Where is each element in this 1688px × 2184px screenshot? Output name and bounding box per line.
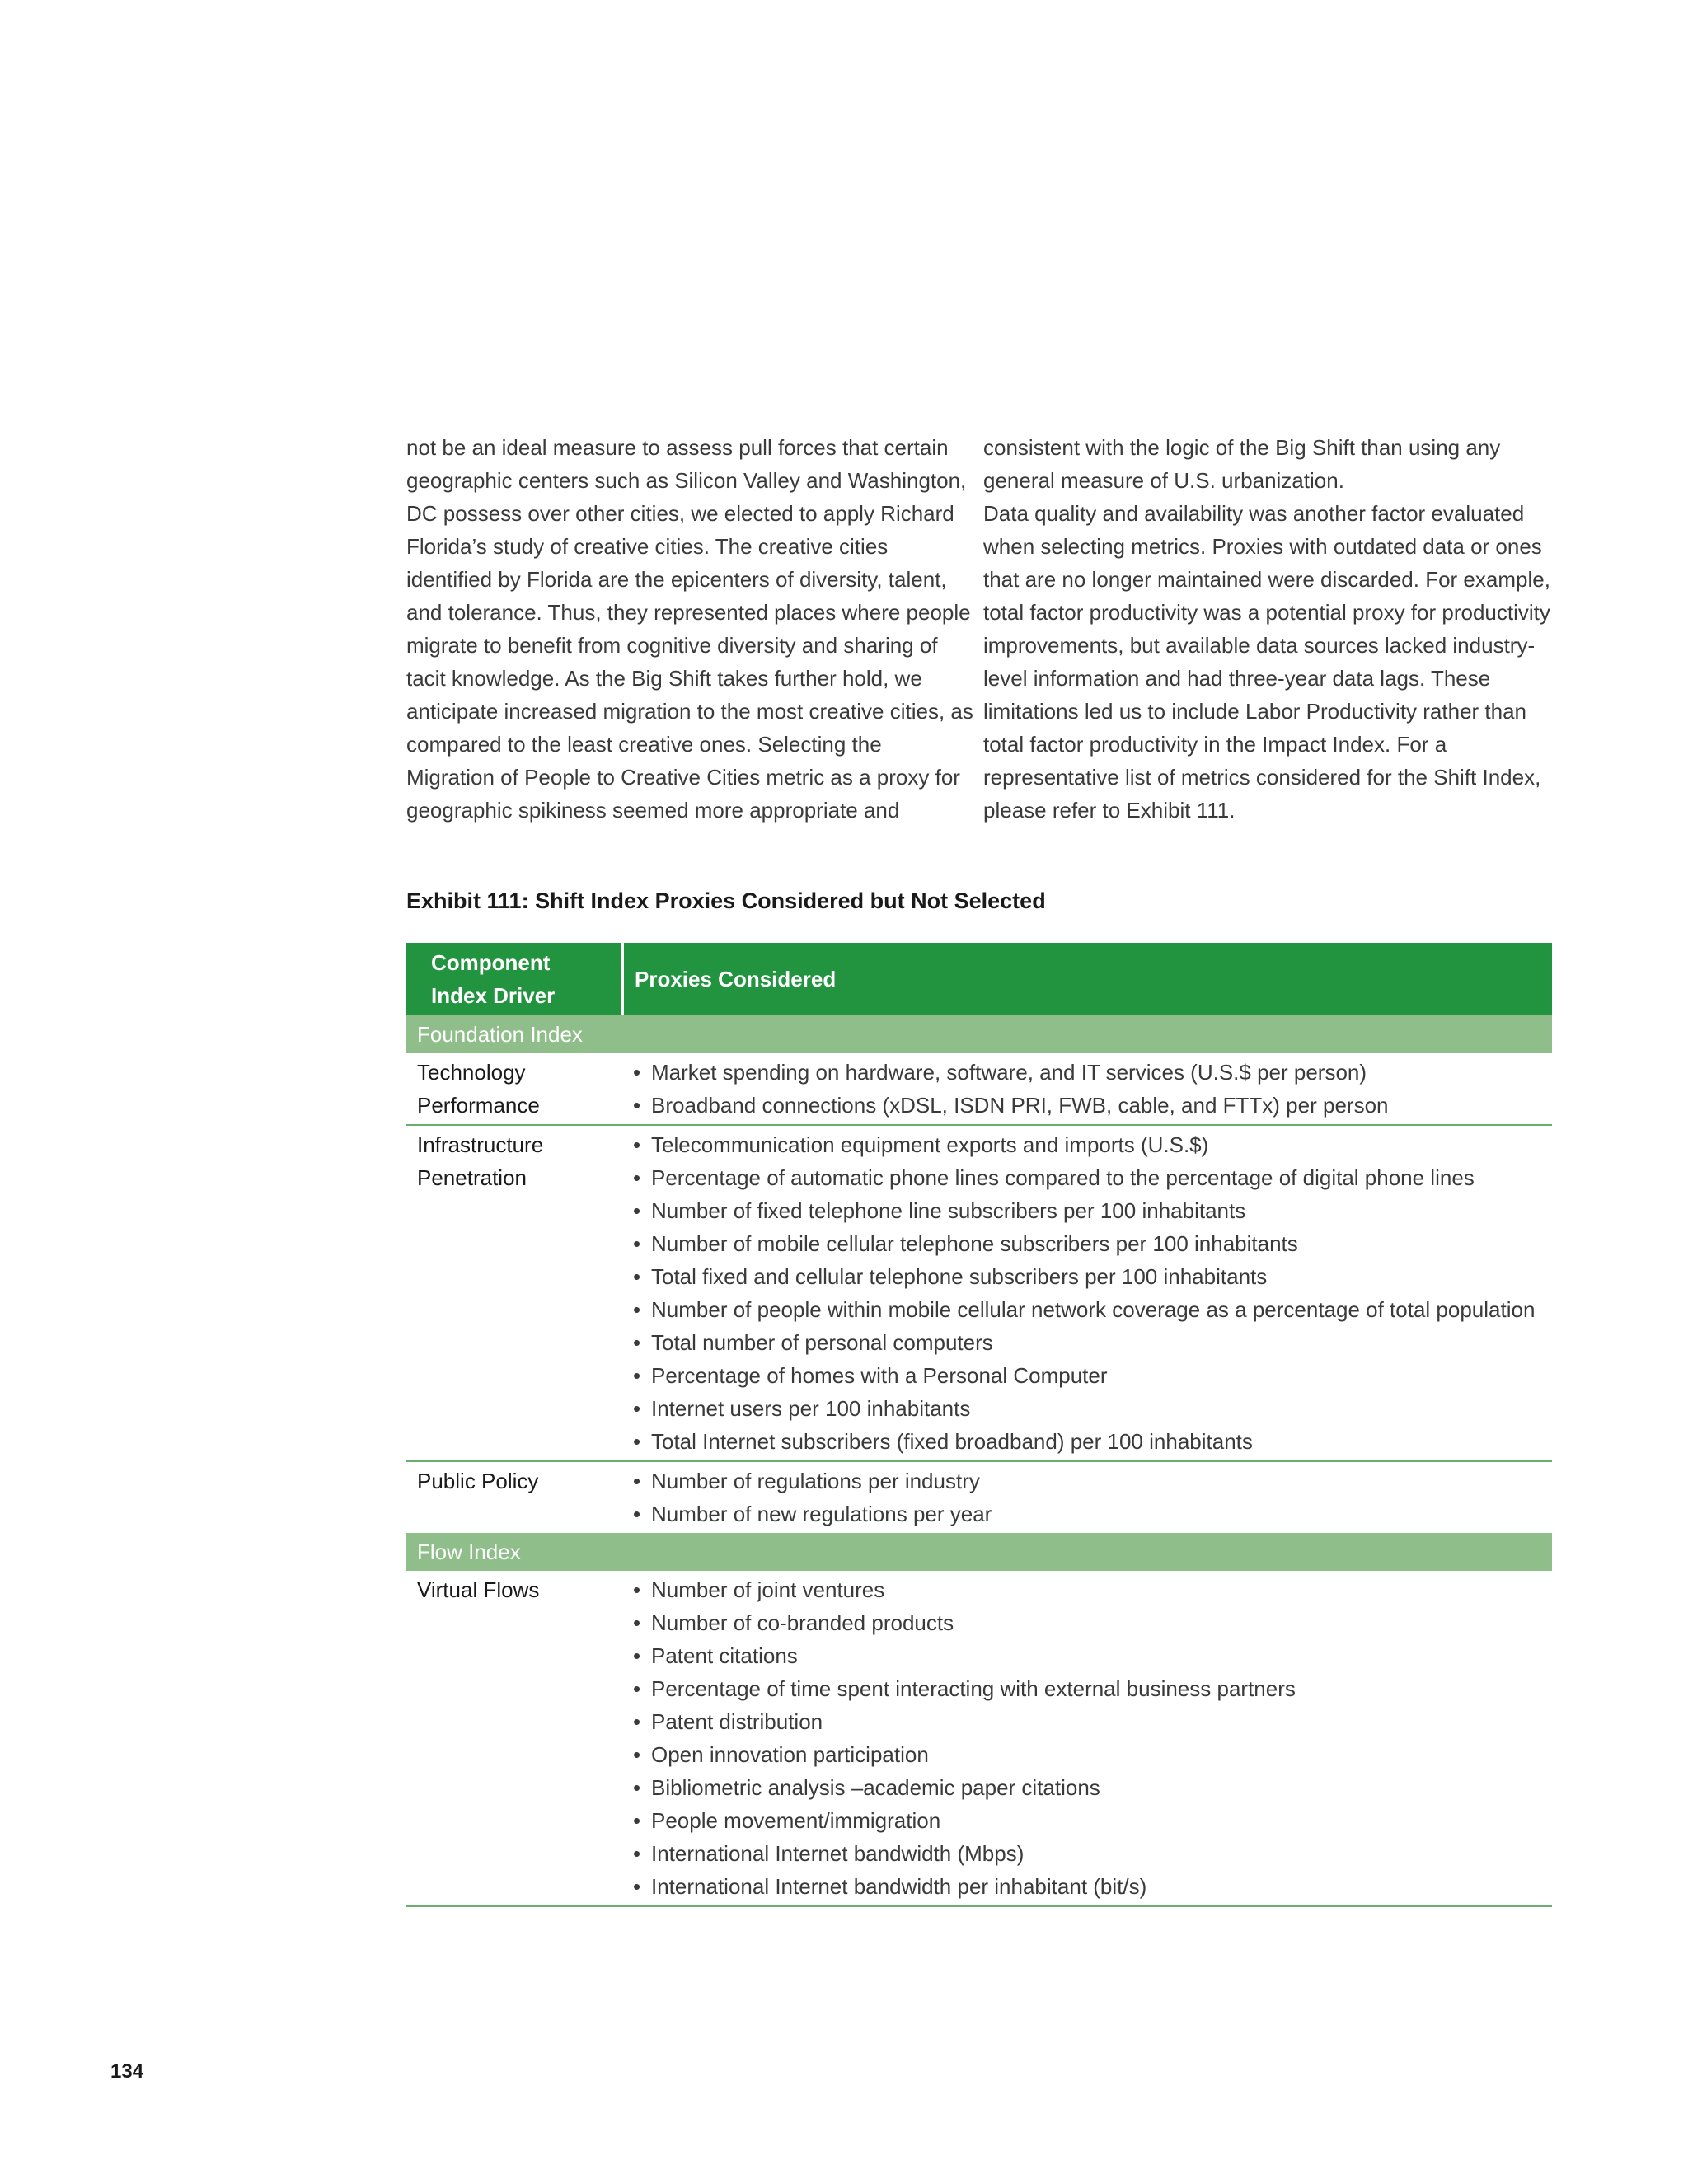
right-paragraph-1: consistent with the logic of the Big Shift than using any general measure of U.S. urbanization. — [983, 435, 1501, 493]
proxies-cell — [622, 1571, 1552, 1906]
driver-line1: Infrastructure — [417, 1132, 544, 1157]
driver-line1: Technology — [417, 1060, 526, 1085]
list-item: • People movement/immigration — [633, 1804, 1552, 1837]
driver-cell — [406, 1053, 622, 1125]
driver-line2: Penetration — [417, 1165, 527, 1190]
list-item: • Number of people within mobile cellular network coverage as a percentage of total population — [633, 1293, 1552, 1326]
left-text-column — [406, 431, 975, 827]
proxies-cell — [622, 1461, 1552, 1533]
driver-line1: Public Policy — [417, 1469, 539, 1493]
list-item: • Number of co-branded products — [633, 1606, 1552, 1639]
table-header-row — [406, 943, 1552, 1015]
list-item: • Market spending on hardware, software, and IT services (U.S.$ per person) — [633, 1056, 1552, 1089]
section-row-flow-index — [406, 1533, 1552, 1571]
driver-cell — [406, 1125, 622, 1461]
table-row — [406, 1053, 1552, 1125]
left-paragraph: not be an ideal measure to assess pull forces that certain geographic centers such as Silicon Valley and Washington, DC possess over other cities, we elected to apply Richard Florida’s study of creative cities. The creative cities identified by Florida are the epicenters of diversity, talent, and tolerance. Thus, they represented places where people migrate to benefit from cognitive diversity and sharing of tacit knowledge. As the Big Shift takes further hold, we anticipate increased migration to the most creative cities, as compared to the least creative ones. Selecting the Migration of People to Creative Cities metric as a proxy for geographic spikiness seemed more appropriate and — [406, 435, 973, 823]
driver-line1: Virtual Flows — [417, 1577, 540, 1602]
list-item: • Bibliometric analysis –academic paper citations — [633, 1771, 1552, 1804]
body-text-columns — [406, 431, 1552, 827]
right-text-column — [983, 431, 1552, 827]
list-item: • Total number of personal computers — [633, 1326, 1552, 1359]
proxy-list — [633, 1573, 1552, 1903]
proxy-list — [633, 1128, 1552, 1458]
proxy-list — [633, 1056, 1552, 1122]
list-item: • Total fixed and cellular telephone subscribers per 100 inhabitants — [633, 1260, 1552, 1293]
list-item: • Number of mobile cellular telephone subscribers per 100 inhabitants — [633, 1227, 1552, 1260]
driver-cell — [406, 1571, 622, 1906]
list-item: • Open innovation participation — [633, 1738, 1552, 1771]
list-item: • Number of fixed telephone line subscribers per 100 inhabitants — [633, 1194, 1552, 1227]
section-label: Foundation Index — [406, 1015, 1552, 1053]
right-paragraph-2: Data quality and availability was another factor evaluated when selecting metrics. Proxies with outdated data or ones that are no longer maintained were discarded. For example, total factor productivity was a potential proxy for productivity improvements, but available data sources lacked industry-level information and had three-year data lags. These limitations led us to include Labor Productivity rather than total factor productivity in the Impact Index. For a representative list of metrics considered for the Shift Index, please refer to Exhibit 111. — [983, 501, 1550, 823]
table-row — [406, 1571, 1552, 1906]
list-item: • Percentage of homes with a Personal Computer — [633, 1359, 1552, 1392]
header-driver-line1: Component — [431, 950, 551, 975]
list-item: • Number of regulations per industry — [633, 1465, 1552, 1497]
list-item: • International Internet bandwidth (Mbps) — [633, 1837, 1552, 1870]
section-label: Flow Index — [406, 1533, 1552, 1571]
driver-cell — [406, 1461, 622, 1533]
proxies-table — [406, 943, 1552, 1907]
list-item: • Broadband connections (xDSL, ISDN PRI, FWB, cable, and FTTx) per person — [633, 1089, 1552, 1122]
list-item: • Number of new regulations per year — [633, 1497, 1552, 1530]
proxies-cell — [622, 1125, 1552, 1461]
list-item: • Internet users per 100 inhabitants — [633, 1392, 1552, 1425]
list-item: • Percentage of automatic phone lines compared to the percentage of digital phone lines — [633, 1161, 1552, 1194]
table-row — [406, 1461, 1552, 1533]
list-item: • Patent distribution — [633, 1705, 1552, 1738]
proxies-cell — [622, 1053, 1552, 1125]
list-item: • International Internet bandwidth per inhabitant (bit/s) — [633, 1870, 1552, 1903]
proxy-list — [633, 1465, 1552, 1530]
list-item: • Percentage of time spent interacting with external business partners — [633, 1672, 1552, 1705]
list-item: • Number of joint ventures — [633, 1573, 1552, 1606]
header-component-index-driver — [406, 943, 622, 1015]
table-row — [406, 1125, 1552, 1461]
list-item: • Patent citations — [633, 1639, 1552, 1672]
driver-line2: Performance — [417, 1093, 540, 1118]
header-driver-line2: Index Driver — [431, 983, 556, 1008]
section-row-foundation-index — [406, 1015, 1552, 1053]
header-proxies-considered: Proxies Considered — [622, 943, 1552, 1015]
page-number: 134 — [110, 2060, 144, 2083]
list-item: • Telecommunication equipment exports and imports (U.S.$) — [633, 1128, 1552, 1161]
exhibit-title: Exhibit 111: Shift Index Proxies Considered but Not Selected — [406, 888, 1046, 913]
list-item: • Total Internet subscribers (fixed broadband) per 100 inhabitants — [633, 1425, 1552, 1458]
